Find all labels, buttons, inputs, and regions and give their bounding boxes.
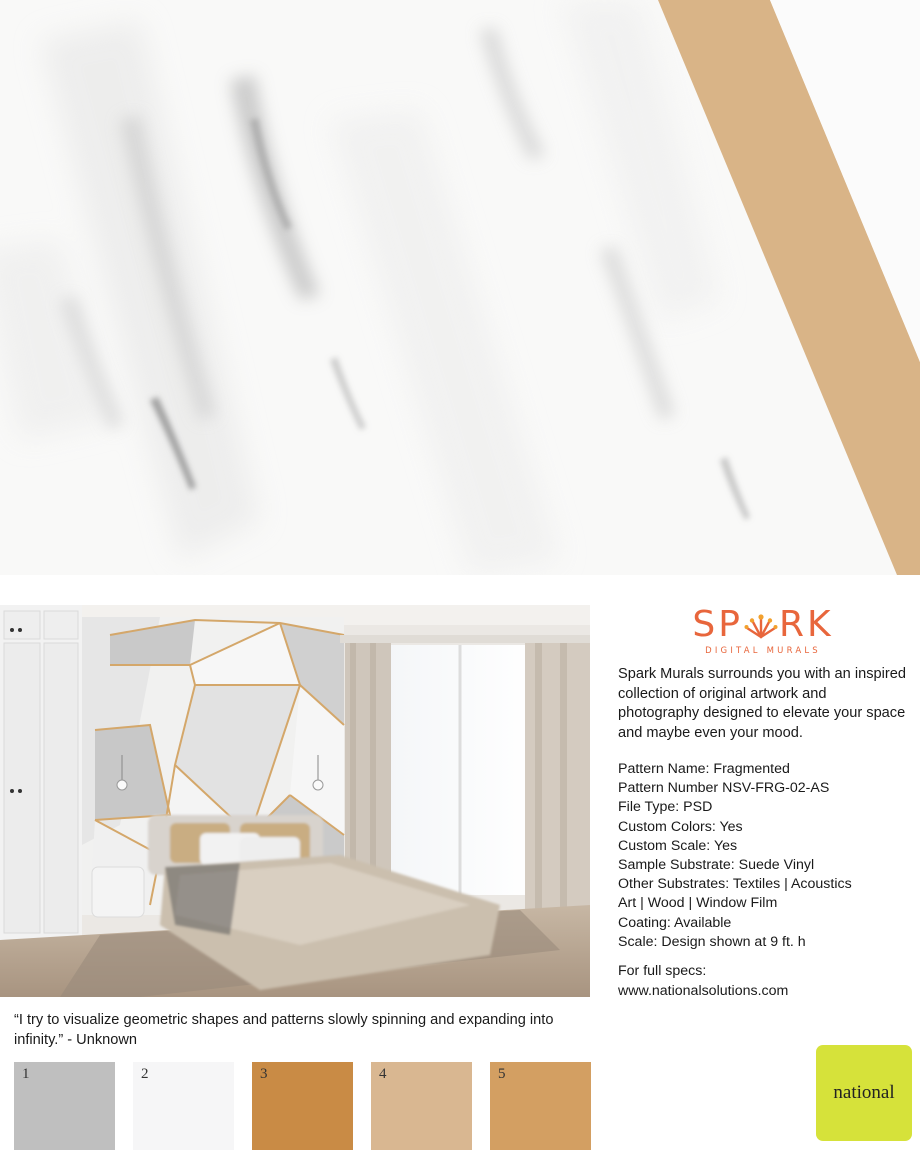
bedroom-mockup-image — [0, 605, 590, 997]
color-swatch-1 — [14, 1062, 115, 1150]
color-swatch-4 — [371, 1062, 472, 1150]
spec-other-substrates: Other Substrates: Textiles | Acoustics — [618, 876, 852, 893]
color-swatch-5 — [490, 1062, 591, 1150]
spec-custom-scale: Custom Scale: Yes — [618, 837, 738, 854]
pattern-specs — [618, 760, 908, 952]
swatch-number: 3 — [260, 1066, 268, 1082]
full-specs — [618, 962, 908, 1001]
spec-coating: Coating: Available — [618, 914, 732, 931]
swatch-number: 1 — [22, 1066, 30, 1082]
spark-sunburst-icon — [744, 610, 778, 640]
intro-paragraph: Spark Murals surrounds you with an inspired collection of original artwork and photography designed to elevate your space and maybe even your mood. — [618, 666, 906, 741]
logo-word-left: SP — [692, 604, 743, 645]
swatch-number: 2 — [141, 1066, 149, 1082]
spark-digital-murals-logo — [618, 606, 908, 656]
color-swatch-3 — [252, 1062, 353, 1150]
national-logo-text: national — [833, 1082, 895, 1103]
design-quote: “I try to visualize geometric shapes and patterns slowly spinning and expanding into infinity.” - Unknown — [14, 1012, 554, 1048]
spec-other-substrates-cont: Art | Wood | Window Film — [618, 895, 778, 912]
spec-pattern-number: Pattern Number NSV-FRG-02-AS — [618, 780, 830, 797]
logo-word-right: RK — [778, 604, 834, 645]
logo-subtitle: DIGITAL MURALS — [705, 646, 821, 656]
swatch-number: 5 — [498, 1066, 506, 1082]
spec-pattern-name: Pattern Name: Fragmented — [618, 761, 790, 777]
spec-scale: Scale: Design shown at 9 ft. h — [618, 933, 806, 950]
swatch-number: 4 — [379, 1066, 387, 1082]
spec-file-type: File Type: PSD — [618, 799, 713, 816]
full-specs-link[interactable]: www.nationalsolutions.com — [618, 982, 789, 999]
national-logo-badge — [816, 1045, 912, 1141]
full-specs-label: For full specs: — [618, 963, 707, 979]
spec-custom-colors: Custom Colors: Yes — [618, 818, 743, 835]
spec-sample-substrate: Sample Substrate: Suede Vinyl — [618, 857, 815, 874]
color-swatch-2 — [133, 1062, 234, 1150]
